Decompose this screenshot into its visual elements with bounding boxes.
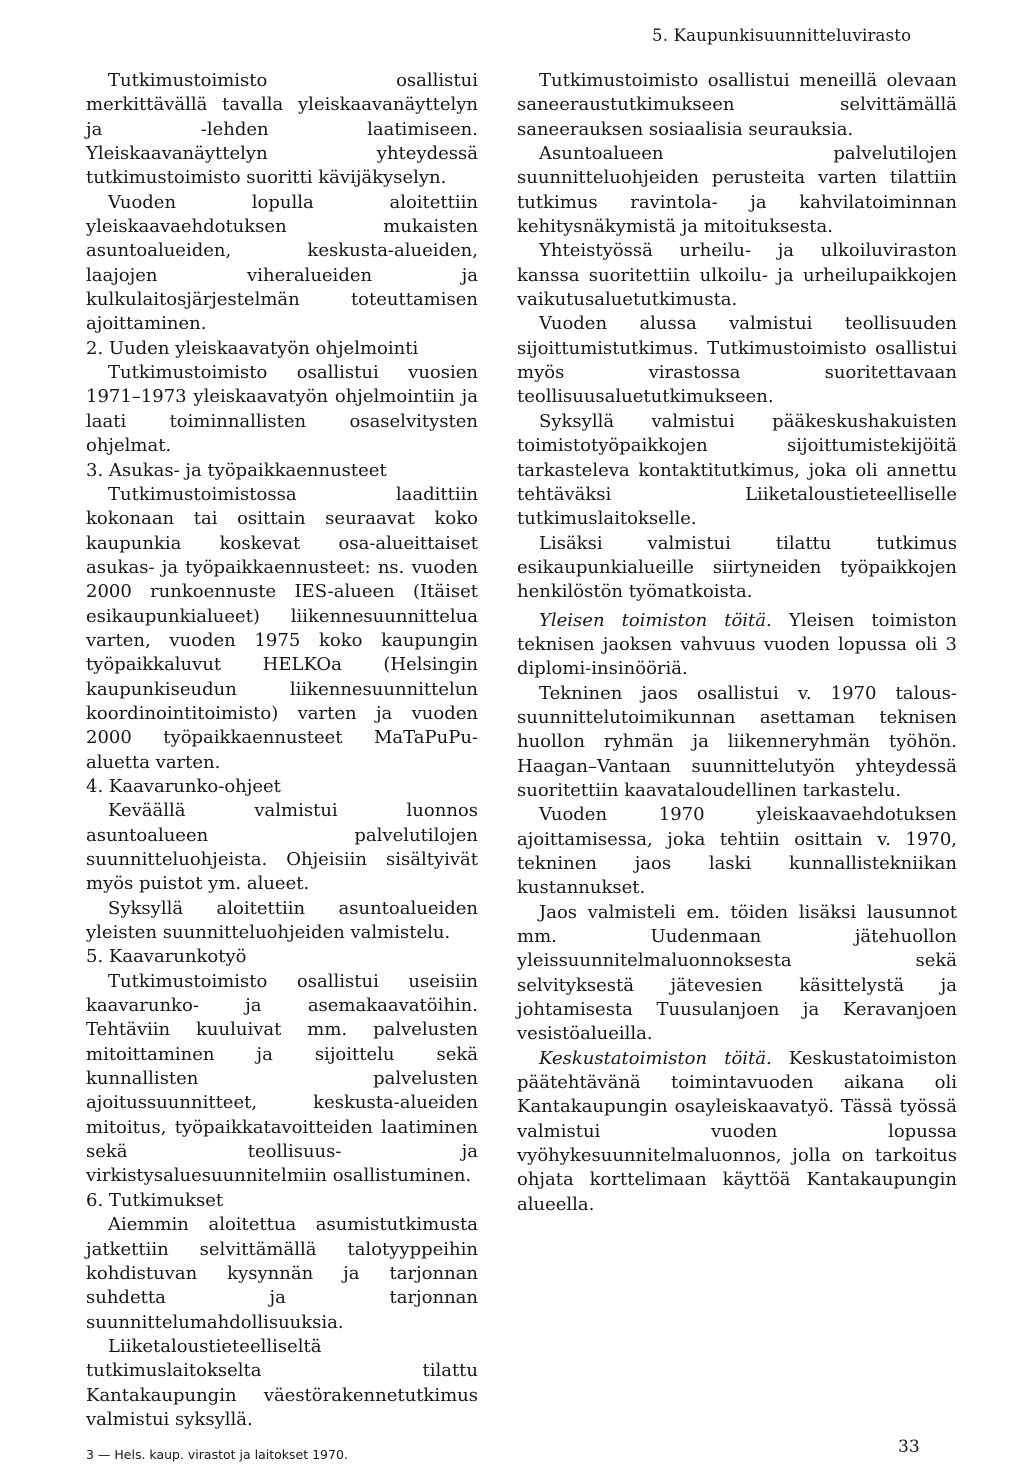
- run-in-heading: Keskustatoimiston töitä.: [539, 1047, 772, 1069]
- left-column: [86, 69, 478, 1432]
- paragraph: Jaos valmisteli em. töiden lisäksi lausunnot mm. Uudenmaan jätehuollon yleissuunnitelmaluonnoksesta sekä selvityksestä jätevesien käsittelystä ja johtamisesta Tuusulanjoen ja Keravanjoen vesistöalueilla.: [517, 901, 957, 1045]
- paragraph: Aiemmin aloitettua asumistutkimusta jatkettiin selvittämällä talotyyppeihin kohdistuvan kysynnän ja tarjonnan suhdetta ja tarjonnan suunnittelumahdollisuuksia.: [86, 1214, 478, 1333]
- paragraph: Syksyllä valmistui pääkeskushakuisten toimistotyöpaikkojen sijoittumistekijöitä tarkasteleva kontaktitutkimus, joka oli annettu tehtäväksi Liiketaloustieteelliselle tutkimuslaitokselle.: [517, 410, 957, 530]
- paragraph: Tutkimustoimisto osallistui vuosien 1971–1973 yleiskaavatyön ohjelmointiin ja laati toiminnallisten osaselvitysten ohjelmat.: [86, 362, 478, 457]
- paragraph: Keväällä valmistui luonnos asuntoalueen palvelutilojen suunnitteluohjeista. Ohjeisiin sisältyivät myös puistot ym. alueet.: [86, 800, 478, 895]
- paragraph: Tutkimustoimistossa laadittiin kokonaan tai osittain seuraavat koko kaupunkia koskevat osa-alueittaiset asukas- ja työpaikkaennusteet: ns. vuoden 2000 runkoennuste IES-alueen (Itäiset esikaupunkialueet) liikennesuunnittelua varten, vuoden 1975 koko kaupungin työpaikkaluvut HELKOa (Helsingin kaupunkiseudun liikennesuunnittelun koordinointitoimisto) varten ja vuoden 2000 työpaikkaennusteet MaTaPuPu-aluetta varten.: [86, 483, 478, 773]
- section-heading: 4. Kaavarunko-ohjeet: [86, 775, 281, 797]
- paragraph-keskustatoimisto: [517, 1047, 957, 1217]
- paragraph: Asuntoalueen palvelutilojen suunnitteluohjeiden perusteita varten tilattiin tutkimus ravintola- ja kahvilatoiminnan kehitysnäkymistä ja mitoituksesta.: [517, 143, 957, 238]
- paragraph-yleinen-toimisto: [517, 609, 957, 682]
- paragraph: Lisäksi valmistui tilattu tutkimus esikaupunkialueille siirtyneiden työpaikkojen henkilöstön työmatkoista.: [517, 532, 957, 603]
- section-heading: 5. Kaavarunkotyö: [86, 946, 247, 968]
- page-number: 33: [898, 1437, 920, 1457]
- paragraph: Tutkimustoimisto osallistui merkittävällä tavalla yleiskaavanäyttelyn ja -lehden laatimiseen. Yleiskaavanäyttelyn yhteydessä tutkimustoimisto suoritti kävijäkyselyn.: [86, 70, 478, 189]
- run-in-heading: Yleisen toimiston töitä.: [539, 609, 772, 631]
- section-heading: 2. Uuden yleiskaavatyön ohjelmointi: [86, 337, 419, 359]
- paragraph: Vuoden 1970 yleiskaavaehdotuksen ajoittamisessa, joka tehtiin osittain v. 1970, tekninen jaos laski kunnallistekniikan kustannukset.: [517, 804, 957, 899]
- paragraph: Vuoden lopulla aloitettiin yleiskaavaehdotuksen mukaisten asuntoalueiden, keskusta-alueiden, laajojen viheralueiden ja kulkulaitosjärjestelmän toteuttamisen ajoittaminen.: [86, 191, 478, 335]
- right-column: [517, 69, 957, 1217]
- paragraph: Vuoden alussa valmistui teollisuuden sijoittumistutkimus. Tutkimustoimisto osallistui myös virastossa suoritettavaan teollisuusaluetutkimukseen.: [517, 313, 957, 408]
- paragraph-text: Keskustatoimiston päätehtävänä toimintavuoden aikana oli Kantakaupungin osayleiskaavatyö. Tässä työssä valmistui vuoden lopussa vyöhykesuunnitelmaluonnos, jolla on tarkoitus ohjata korttelimaan käyttöä Kantakaupungin alueella.: [517, 1047, 957, 1215]
- section-heading: 6. Tutkimukset: [86, 1189, 224, 1211]
- running-head: 5. Kaupunkisuunnitteluvirasto: [652, 26, 912, 45]
- paragraph: Syksyllä aloitettiin asuntoalueiden yleisten suunnitteluohjeiden valmistelu.: [86, 897, 478, 944]
- paragraph: Liiketaloustieteelliseltä tutkimuslaitokselta tilattu Kantakaupungin väestörakennetutkimus valmistui syksyllä.: [86, 1335, 478, 1430]
- section-heading: 3. Asukas- ja työpaikkaennusteet: [86, 459, 387, 481]
- paragraph: Tekninen jaos osallistui v. 1970 talous-suunnittelutoimikunnan asettaman teknisen huollon ryhmän ja liikenneryhmän työhön. Haagan–Vantaan suunnittelutyön yhteydessä suoritettiin kaavataloudellinen tarkastelu.: [517, 682, 957, 801]
- paragraph: Yhteistyössä urheilu- ja ulkoiluviraston kanssa suoritettiin ulkoilu- ja urheilupaikkojen vaikutusaluetutkimusta.: [517, 240, 957, 311]
- page-footer: 3 — Hels. kaup. virastot ja laitokset 1970.: [86, 1447, 348, 1462]
- paragraph: Tutkimustoimisto osallistui meneillä olevaan saneeraustutkimukseen selvittämällä saneerauksen sosiaalisia seurauksia.: [517, 70, 957, 140]
- paragraph: Tutkimustoimisto osallistui useisiin kaavarunko- ja asemakaavatöihin. Tehtäviin kuuluivat mm. palvelusten mitoittaminen ja sijoittelu sekä kunnallisten palvelusten ajoitussuunnitteet, keskusta-alueiden mitoitus, työpaikkatavoitteiden laatiminen sekä teollisuus- ja virkistysaluesuunnitelmiin osallistuminen.: [86, 970, 478, 1187]
- paragraph-text: Yleisen toimiston teknisen jaoksen vahvuus vuoden lopussa oli 3 diplomi-insinööriä.: [517, 609, 957, 680]
